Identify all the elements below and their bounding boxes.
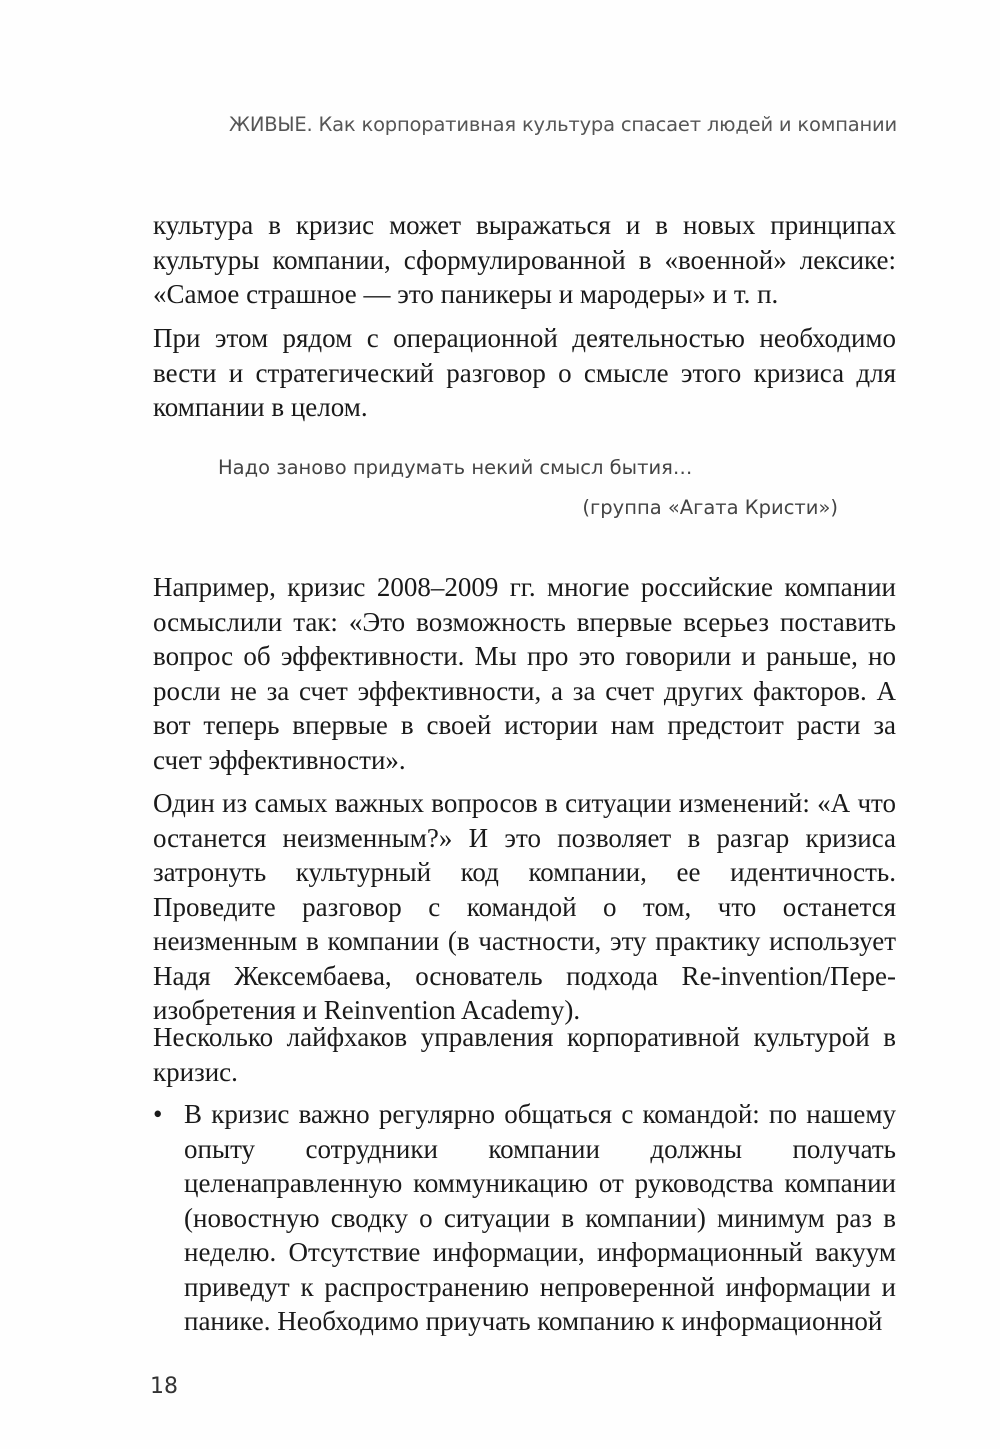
paragraph-text: Несколько лайфхаков управления корпоративной культурой в кризис. — [153, 1022, 896, 1087]
paragraph-text: культура в кризис может выражаться и в новых принципах культуры компании, сформулированной в «военной» лексике: «Самое страшное — это паникеры и мародеры» и т. п. — [153, 210, 896, 309]
body-paragraph — [153, 786, 896, 1028]
body-paragraph — [153, 208, 896, 312]
paragraph-text: Например, кризис 2008–2009 гг. многие российские компании осмыслили так: «Это возможность впервые всерьез поставить вопрос об эффективности. Мы про это говорили и раньше, но росли не за счет эффективности, а за счет других факторов. А вот теперь впервые в своей истории нам предстоит расти за счет эффективности». — [153, 572, 896, 775]
bullet-marker: • — [153, 1099, 163, 1129]
body-paragraph — [153, 570, 896, 777]
body-paragraph — [153, 1020, 896, 1089]
epigraph-quote: Надо заново придумать некий смысл бытия… — [218, 456, 693, 479]
body-paragraph — [153, 321, 896, 425]
bullet-text: В кризис важно регулярно общаться с командой: по нашему опыту сотрудники компании должны получать целенаправленную коммуникацию от руководства компании (новостную сводку о ситуации в компании) минимум раз в неделю. Отсутствие информации, информационный вакуум приведут к распространению непроверенной информации и панике. Необходимо приучать компанию к информационной — [184, 1099, 896, 1336]
bullet-list-item — [153, 1097, 896, 1339]
epigraph-source: (группа «Агата Кристи») — [582, 496, 838, 519]
epigraph — [218, 455, 838, 521]
paragraph-text: Один из самых важных вопросов в ситуации изменений: «А что останется неизменным?» И это позволяет в разгар кризиса затронуть культурный код компании, ее идентичность. Проведите разговор с командой о том, что останется неизменным в компании (в частности, эту практику использует Надя Жексембаева, основатель подхода Re-invention/Пере-изобретения и Reinvention Academy). — [153, 788, 896, 1025]
paragraph-text: При этом рядом с операционной деятельностью необходимо вести и стратегический разговор о смысле этого кризиса для компании в целом. — [153, 323, 896, 422]
running-title: ЖИВЫЕ. Как корпоративная культура спасает людей и компании — [229, 113, 897, 136]
page-number: 18 — [150, 1374, 178, 1399]
